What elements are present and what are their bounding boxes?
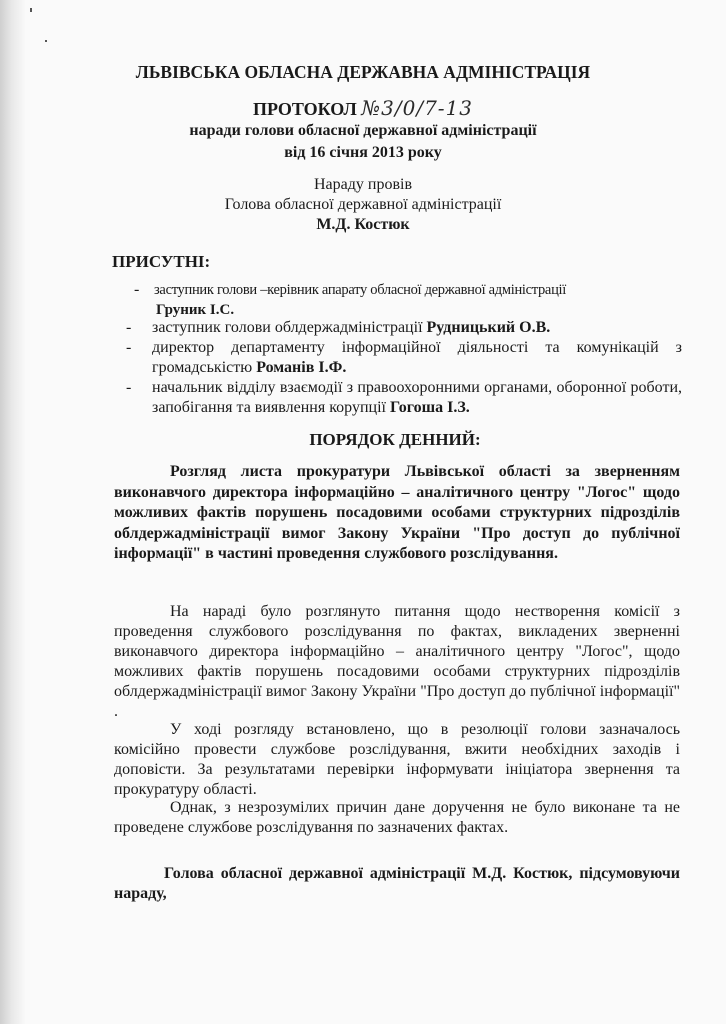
attendee-name: Груник І.С. — [156, 302, 235, 318]
attendee-role: начальник відділу взаємодії з правоохоронними органами, оборонної роботи, запобігання та виявлення корупції — [152, 379, 682, 416]
attendee-name: Рудницький О.В. — [426, 319, 551, 336]
attendee-text — [152, 318, 704, 338]
organization-title: ЛЬВІВСЬКА ОБЛАСНА ДЕРЖАВНА АДМІНІСТРАЦІЯ — [135, 62, 591, 82]
agenda-text: Розгляд листа прокуратури Львівської області за зверненням виконавчого директора інформаційно – аналітичного центру "Логос" щодо можливих фактів порушень посадовими особами структурних підрозділів облдержадміністрації вимог Закону України "Про доступ до публічної інформації" в частині проведення службового розслідування. — [114, 463, 680, 562]
body-paragraph: Однак, з незрозумілих причин дане доручення не було виконане та не проведене службове розслідування по зазначених фактах. — [114, 799, 680, 836]
list-dash: - — [126, 319, 132, 336]
present-heading: ПРИСУТНІ: — [112, 252, 211, 271]
body-paragraph: У ході розгляду встановлено, що в резолюції голови зазначалось комісійно провести службове розслідування, вжити необхідних заходів і доповісти. За результатами перевірки інформувати ініціатора звернення та прокуратуру області. — [114, 721, 680, 798]
attendee-name: Гогоша І.З. — [389, 399, 470, 416]
scan-speck — [30, 8, 32, 12]
led-by-label: Нараду провів — [313, 176, 412, 193]
attendee-role: директор департаменту інформаційної діяльності та комунікацій з громадськістю — [152, 339, 682, 376]
list-dash: - — [126, 379, 132, 396]
led-by-position: Голова обласної державної адміністрації — [224, 196, 502, 213]
attendee-text — [152, 378, 682, 418]
attendee-text — [152, 338, 682, 378]
attendee-name: Романів І.Ф. — [256, 359, 347, 376]
chair-name: М.Д. Костюк — [316, 216, 410, 233]
closing-statement: Голова обласної державної адміністрації М.Д. Костюк, підсумовуючи нараду, — [114, 865, 680, 902]
meeting-title: наради голови обласної державної адміністрації — [189, 122, 537, 139]
attendee-role: заступник голови –керівник апарату обласної державної адміністрації — [154, 282, 566, 298]
meeting-date: від 16 січня 2013 року — [284, 144, 442, 161]
protocol-label: ПРОТОКОЛ — [252, 99, 357, 119]
body-paragraph: На нараді було розглянуто питання щодо нестворення комісії з проведення службового розслідування по фактах, викладених зверненні виконавчого директора інформаційно – аналітичного центру "Логос", щодо можливих фактів порушень посадовими особами структурних підрозділів облдержадміністрації вимог Закону України "Про доступ до публічної інформації" . — [114, 603, 680, 720]
protocol-heading — [0, 96, 726, 120]
list-dash: - — [134, 281, 140, 298]
agenda-heading: ПОРЯДОК ДЕННИЙ: — [309, 430, 481, 449]
scan-speck — [45, 40, 47, 42]
attendee-role: заступник голови облдержадміністрації — [152, 319, 427, 336]
list-dash: - — [126, 339, 132, 356]
handwritten-protocol-number: №3/0/7-13 — [361, 96, 474, 120]
